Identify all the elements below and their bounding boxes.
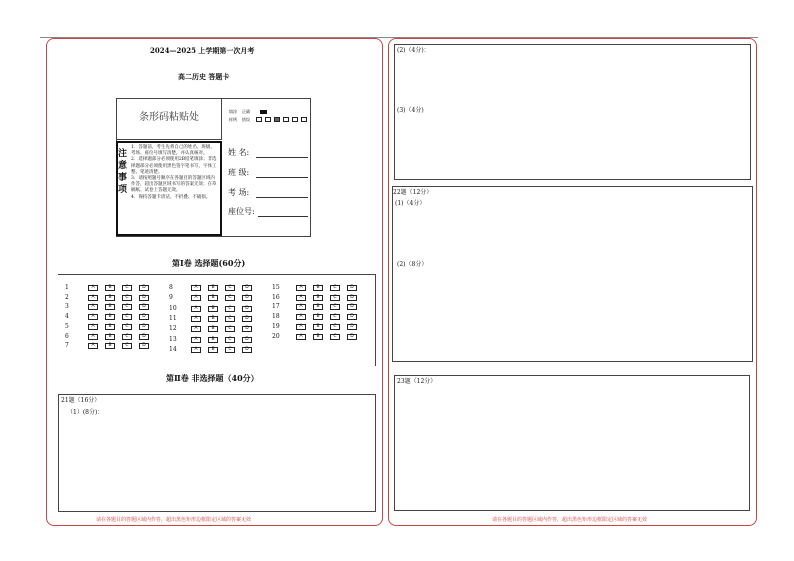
q23-title: 23题（12分） (397, 378, 437, 385)
choice-bubble-d[interactable]: D (242, 326, 252, 332)
choice-bubble-a[interactable]: A (191, 285, 201, 291)
choice-bubble-c[interactable]: C (225, 295, 235, 301)
choice-bubble-c[interactable]: C (122, 314, 132, 320)
choice-bubble-c[interactable]: C (122, 285, 132, 291)
choice-bubble-d[interactable]: D (139, 334, 149, 340)
choice-bubble-c[interactable]: C (122, 304, 132, 310)
question-number: 3 (65, 303, 69, 311)
question-number: 20 (272, 332, 280, 340)
class-field[interactable] (256, 177, 308, 178)
question-number: 6 (65, 332, 69, 340)
choice-bubble-b[interactable]: B (313, 324, 323, 330)
choice-bubble-c[interactable]: C (330, 285, 340, 291)
choice-bubble-c[interactable]: C (225, 326, 235, 332)
choice-bubble-c[interactable]: C (330, 314, 340, 320)
notice-item: 4．保持答题卡清洁，不折叠、不破损。 (131, 194, 211, 200)
choice-bubble-b[interactable]: B (105, 343, 115, 349)
question-number: 17 (272, 303, 280, 311)
exam-subtitle: 高二历史 答题卡 (178, 72, 230, 81)
choice-bubble-d[interactable]: D (347, 285, 357, 291)
correct-label: 正确 (242, 109, 250, 114)
q22-part1-label: (1)（4分） (395, 200, 426, 207)
barcode-label: 条形码粘贴处 (139, 112, 199, 123)
choice-bubble-a[interactable]: A (88, 285, 98, 291)
choice-bubble-b[interactable]: B (105, 334, 115, 340)
fill-sample-label-1: 填涂 (229, 109, 237, 114)
choice-bubble-d[interactable]: D (139, 285, 149, 291)
choice-bubble-a[interactable]: A (191, 316, 201, 322)
choice-bubble-c[interactable]: C (330, 295, 340, 301)
q23-answer-box[interactable] (394, 375, 750, 511)
choice-bubble-b[interactable]: B (105, 304, 115, 310)
choice-bubble-b[interactable]: B (313, 295, 323, 301)
q21-title: 21题（16分） (61, 397, 101, 404)
question-number: 12 (169, 325, 177, 333)
q21-part1-label: （1）(8分)： (67, 409, 104, 416)
correct-fill-mark (260, 110, 267, 114)
notice-heading: 注意事项 (118, 149, 128, 195)
question-number: 10 (169, 304, 177, 312)
choice-bubble-a[interactable]: A (191, 347, 201, 353)
choice-bubble-b[interactable]: B (313, 314, 323, 320)
choice-bubble-c[interactable]: C (225, 337, 235, 343)
seat-field[interactable] (258, 216, 308, 217)
choice-bubble-d[interactable]: D (242, 285, 252, 291)
choice-bubble-b[interactable]: B (208, 285, 218, 291)
choice-bubble-b[interactable]: B (208, 347, 218, 353)
room-field[interactable] (256, 197, 308, 198)
choice-bubble-c[interactable]: C (122, 324, 132, 330)
choice-bubble-d[interactable]: D (139, 314, 149, 320)
room-label: 考 场: (228, 188, 250, 197)
wrong-label: 错误 (242, 117, 250, 122)
question-number: 11 (169, 314, 177, 322)
choice-bubble-a[interactable]: A (191, 337, 201, 343)
question-number: 16 (272, 293, 280, 301)
exam-title: 2024—2025 上学期第一次月考 (150, 46, 255, 55)
q21-part2-label: (2)（4分)： (397, 47, 430, 54)
choice-bubble-d[interactable]: D (347, 304, 357, 310)
section1-title: 第Ⅰ卷 选择题(60分) (172, 258, 246, 268)
choice-bubble-d[interactable]: D (139, 304, 149, 310)
question-number: 18 (272, 313, 280, 321)
choice-bubble-a[interactable]: A (191, 326, 201, 332)
choice-bubble-a[interactable]: A (88, 343, 98, 349)
question-number: 5 (65, 322, 69, 330)
choice-bubble-a[interactable]: A (88, 295, 98, 301)
choice-bubble-c[interactable]: C (330, 324, 340, 330)
choice-bubble-b[interactable]: B (105, 314, 115, 320)
notice-item: 3．请按照题号顺序在各题目的答题区域内作答，超出答题区域书写的答案无效；在草稿纸、试卷上答题无效。 (131, 176, 217, 194)
q22-part2-label: (2)（8分） (397, 261, 428, 268)
choice-bubble-d[interactable]: D (347, 314, 357, 320)
choice-bubble-b[interactable]: B (313, 334, 323, 340)
question-number: 4 (65, 313, 69, 321)
choice-bubble-d[interactable]: D (242, 347, 252, 353)
choice-bubble-a[interactable]: A (88, 334, 98, 340)
choice-bubble-d[interactable]: D (347, 334, 357, 340)
choice-bubble-a[interactable]: A (88, 314, 98, 320)
choice-bubble-b[interactable]: B (208, 306, 218, 312)
choice-bubble-d[interactable]: D (139, 324, 149, 330)
choice-bubble-b[interactable]: B (208, 295, 218, 301)
choice-bubble-d[interactable]: D (242, 306, 252, 312)
choice-bubble-b[interactable]: B (105, 324, 115, 330)
choice-bubble-a[interactable]: A (296, 314, 306, 320)
choice-bubble-d[interactable]: D (242, 295, 252, 301)
choice-bubble-d[interactable]: D (347, 324, 357, 330)
choice-bubble-b[interactable]: B (313, 304, 323, 310)
question-number: 14 (169, 345, 177, 353)
choice-bubble-c[interactable]: C (225, 316, 235, 322)
choice-bubble-a[interactable]: A (88, 304, 98, 310)
question-number: 7 (65, 342, 69, 350)
choice-bubble-c[interactable]: C (225, 347, 235, 353)
name-field[interactable] (256, 157, 308, 158)
notice-list (131, 145, 219, 201)
choice-bubble-b[interactable]: B (105, 295, 115, 301)
name-label: 姓 名: (228, 148, 250, 157)
wrong-fill-marks (256, 117, 308, 122)
question-number: 19 (272, 322, 280, 330)
choice-bubble-a[interactable]: A (296, 334, 306, 340)
choice-bubble-b[interactable]: B (208, 337, 218, 343)
choice-bubble-a[interactable]: A (296, 285, 306, 291)
right-footer-note: 请在各题目的答题区域内作答，超出黑色矩形边框限定区域的答案无效 (492, 517, 648, 523)
choice-bubble-d[interactable]: D (242, 337, 252, 343)
question-number: 9 (169, 294, 173, 302)
choice-bubble-d[interactable]: D (139, 343, 149, 349)
question-number: 2 (65, 293, 69, 301)
question-number: 1 (65, 284, 69, 291)
choice-bubble-c[interactable]: C (225, 306, 235, 312)
choice-bubble-b[interactable]: B (208, 326, 218, 332)
seat-label: 座位号: (228, 207, 255, 216)
choice-bubble-c[interactable]: C (122, 295, 132, 301)
choice-bubble-a[interactable]: A (191, 306, 201, 312)
choice-bubble-b[interactable]: B (105, 285, 115, 291)
section2-title: 第Ⅱ卷 非选择题（40分） (166, 373, 259, 383)
choice-bubble-a[interactable]: A (296, 324, 306, 330)
choice-bubble-c[interactable]: C (122, 334, 132, 340)
choice-bubble-d[interactable]: D (242, 316, 252, 322)
choice-bubble-a[interactable]: A (296, 295, 306, 301)
class-label: 班 级: (228, 168, 250, 177)
q21-continued-box[interactable] (394, 44, 751, 180)
choice-bubble-a[interactable]: A (191, 295, 201, 301)
choice-bubble-d[interactable]: D (347, 295, 357, 301)
fill-sample-label-2: 样例 (229, 117, 237, 122)
left-footer-note: 请在各题目的答题区域内作答，超出黑色矩形边框限定区域的答案无效 (96, 517, 252, 523)
choice-bubble-b[interactable]: B (208, 316, 218, 322)
choice-bubble-c[interactable]: C (122, 343, 132, 349)
choice-bubble-a[interactable]: A (296, 304, 306, 310)
question-number: 8 (169, 284, 173, 291)
q21-part3-label: (3)（4分) (397, 107, 424, 114)
q22-answer-box[interactable] (392, 186, 753, 362)
choice-bubble-c[interactable]: C (330, 304, 340, 310)
choice-bubble-c[interactable]: C (330, 334, 340, 340)
choice-bubble-b[interactable]: B (313, 285, 323, 291)
choice-bubble-d[interactable]: D (139, 295, 149, 301)
choice-bubble-c[interactable]: C (225, 285, 235, 291)
choice-bubble-a[interactable]: A (88, 324, 98, 330)
question-number: 15 (272, 284, 280, 291)
question-number: 13 (169, 335, 177, 343)
q21-answer-box[interactable] (58, 394, 376, 512)
q22-title: 22题（12分） (393, 189, 433, 196)
notice-item: 1．答题前，考生先将自己的姓名、班级、考场、座位号填写清楚，并认真核对。 (131, 145, 215, 157)
notice-item: 2．选择题部分必须使用2B铅笔填涂；非选择题部分必须使用黑色签字笔书写，字体工整、笔迹清楚。 (131, 157, 217, 175)
barcode-area (116, 98, 222, 140)
